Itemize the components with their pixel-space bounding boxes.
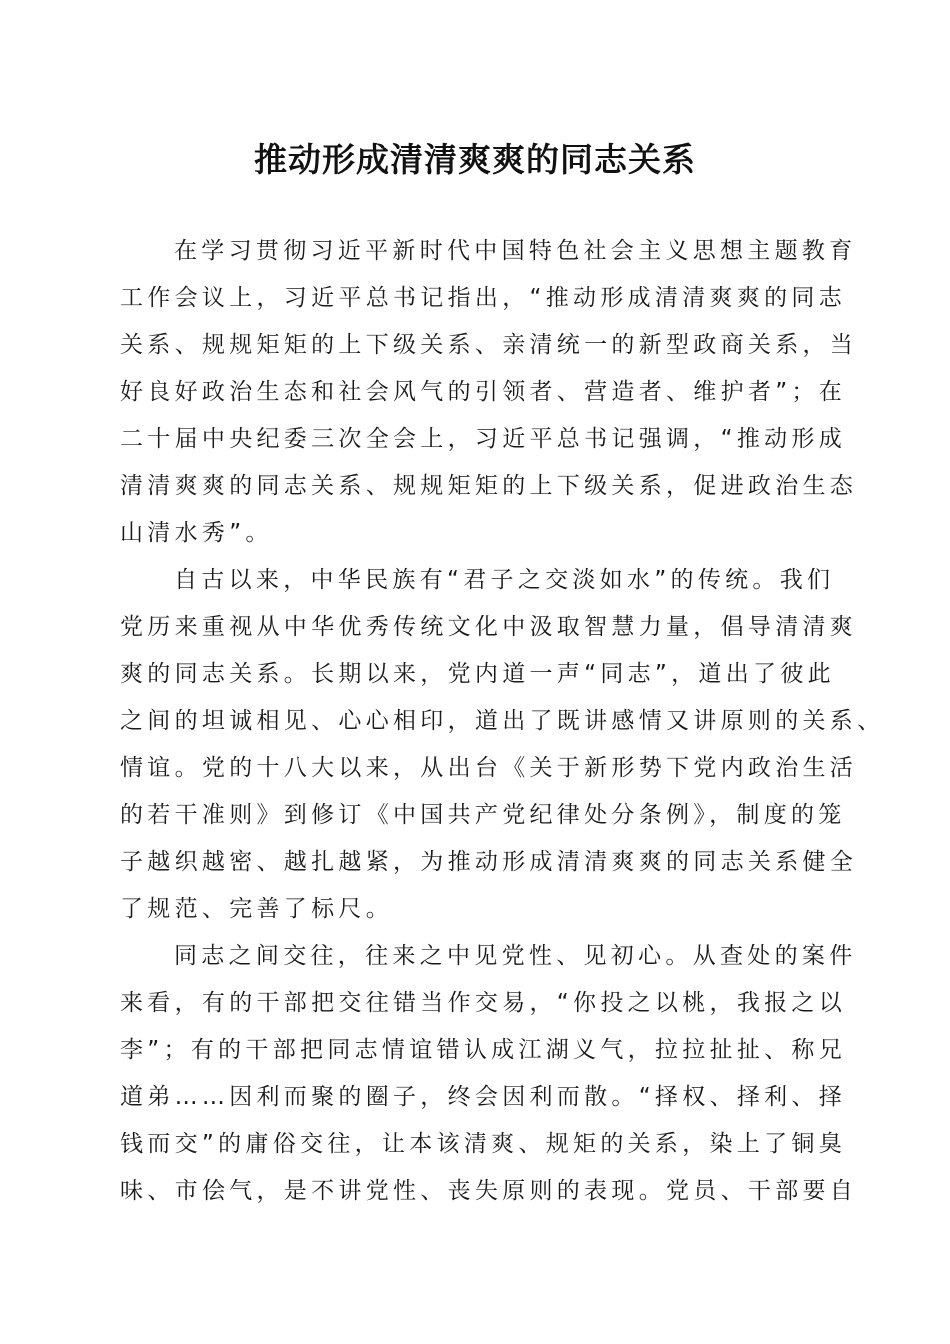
paragraph-line: 钱而交”的庸俗交往，让本该清爽、规矩的关系，染上了铜臭	[120, 1131, 847, 1157]
document-title: 推动形成清清爽爽的同志关系	[254, 140, 696, 179]
paragraph-line: 二十届中央纪委三次全会上，习近平总书记强调，“推动形成	[120, 426, 847, 452]
paragraph-line: 清清爽爽的同志关系、规规矩矩的上下级关系，促进政治生态	[120, 473, 858, 499]
paragraph-line: 的若干准则》到修订《中国共产党纪律处分条例》，制度的笼	[120, 802, 846, 828]
paragraph-line: 情谊。党的十八大以来，从出台《关于新形势下党内政治生活	[120, 755, 858, 781]
paragraph-line: 自古以来，中华民族有“君子之交淡如水”的传统。我们	[174, 567, 835, 593]
document-body	[120, 228, 885, 1215]
paragraph-line: 关系、规规矩矩的上下级关系、亲清统一的新型政商关系，当	[120, 332, 858, 358]
paragraph-line: 爽的同志关系。长期以来，党内道一声“同志”，道出了彼此	[120, 661, 835, 687]
paragraph-line: 李”；有的干部把同志情谊错认成江湖义气，拉拉扯扯、称兄	[120, 1037, 847, 1063]
paragraph-line: 之间的坦诚相见、心心相印，道出了既讲感情又讲原则的关系、	[120, 708, 885, 734]
paragraph-line: 味、市侩气，是不讲党性、丧失原则的表现。党员、干部要自	[120, 1178, 858, 1204]
paragraph-line: 好良好政治生态和社会风气的引领者、营造者、维护者”；在	[120, 379, 847, 405]
paragraph-line: 在学习贯彻习近平新时代中国特色社会主义思想主题教育	[174, 238, 857, 264]
paragraph-line: 党历来重视从中华优秀传统文化中汲取智慧力量，倡导清清爽	[120, 614, 858, 640]
paragraph-line: 道弟……因利而聚的圈子，终会因利而散。“择权、择利、择	[120, 1084, 847, 1110]
paragraph-line: 山清水秀”。	[120, 520, 273, 546]
paragraph-line: 工作会议上，习近平总书记指出，“推动形成清清爽爽的同志	[120, 285, 847, 311]
paragraph-line: 了规范、完善了标尺。	[120, 896, 393, 922]
paragraph-line: 子越织越密、越扎越紧，为推动形成清清爽爽的同志关系健全	[120, 849, 858, 875]
paragraph-line: 同志之间交往，往来之中见党性、见初心。从查处的案件	[174, 943, 857, 969]
paragraph-line: 来看，有的干部把交往错当作交易，“你投之以桃，我报之以	[120, 990, 847, 1016]
